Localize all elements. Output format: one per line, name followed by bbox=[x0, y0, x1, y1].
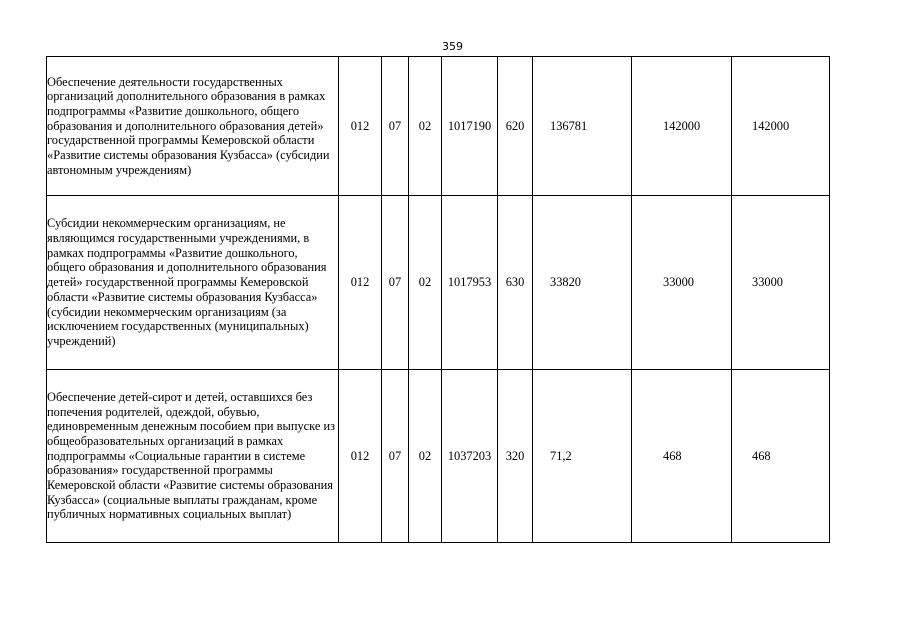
row-description: Обеспечение деятельности государственных организаций дополнительного образования в рамках подпрограммы «Развитие дошкольного, общего образования и дополнительного образования детей» государственной программы Кемеровской области «Развитие системы образования Кузбасса» (субсидии автономным учреждениям) bbox=[47, 57, 339, 196]
row-description: Обеспечение детей-сирот и детей, оставшихся без попечения родителей, одеждой, обувью, единовременным денежным пособием при выпуске из общеобразовательных организаций в рамках подпрограммы «Социальные гарантии в системе образования» государственной программы Кемеровской области «Развитие системы образования Кузбасса» (социальные выплаты гражданам, кроме публичных нормативных социальных выплат) bbox=[47, 370, 339, 543]
amount-year-3: 33000 bbox=[732, 196, 830, 370]
ministry-code: 012 bbox=[339, 370, 382, 543]
expense-type-code: 630 bbox=[498, 196, 533, 370]
amount-year-1: 33820 bbox=[533, 196, 632, 370]
ministry-code: 012 bbox=[339, 57, 382, 196]
target-article-code: 1037203 bbox=[442, 370, 498, 543]
budget-table bbox=[46, 56, 830, 543]
amount-year-1: 136781 bbox=[533, 57, 632, 196]
expense-type-code: 620 bbox=[498, 57, 533, 196]
amount-year-2: 33000 bbox=[632, 196, 732, 370]
table-row bbox=[47, 196, 830, 370]
section-code: 07 bbox=[382, 370, 409, 543]
amount-year-2: 142000 bbox=[632, 57, 732, 196]
subsection-code: 02 bbox=[409, 57, 442, 196]
expense-type-code: 320 bbox=[498, 370, 533, 543]
table-row bbox=[47, 370, 830, 543]
section-code: 07 bbox=[382, 57, 409, 196]
target-article-code: 1017190 bbox=[442, 57, 498, 196]
ministry-code: 012 bbox=[339, 196, 382, 370]
table-row bbox=[47, 57, 830, 196]
amount-year-1: 71,2 bbox=[533, 370, 632, 543]
amount-year-2: 468 bbox=[632, 370, 732, 543]
page-number: 359 bbox=[442, 40, 463, 53]
amount-year-3: 468 bbox=[732, 370, 830, 543]
target-article-code: 1017953 bbox=[442, 196, 498, 370]
subsection-code: 02 bbox=[409, 370, 442, 543]
subsection-code: 02 bbox=[409, 196, 442, 370]
amount-year-3: 142000 bbox=[732, 57, 830, 196]
row-description: Субсидии некоммерческим организациям, не являющимся государственными учреждениями, в рамках подпрограммы «Развитие дошкольного, общего образования и дополнительного образования детей» государственной программы Кемеровской области «Развитие системы образования Кузбасса» (субсидии некоммерческим организациям (за исключением государственных (муниципальных) учреждений) bbox=[47, 196, 339, 370]
section-code: 07 bbox=[382, 196, 409, 370]
